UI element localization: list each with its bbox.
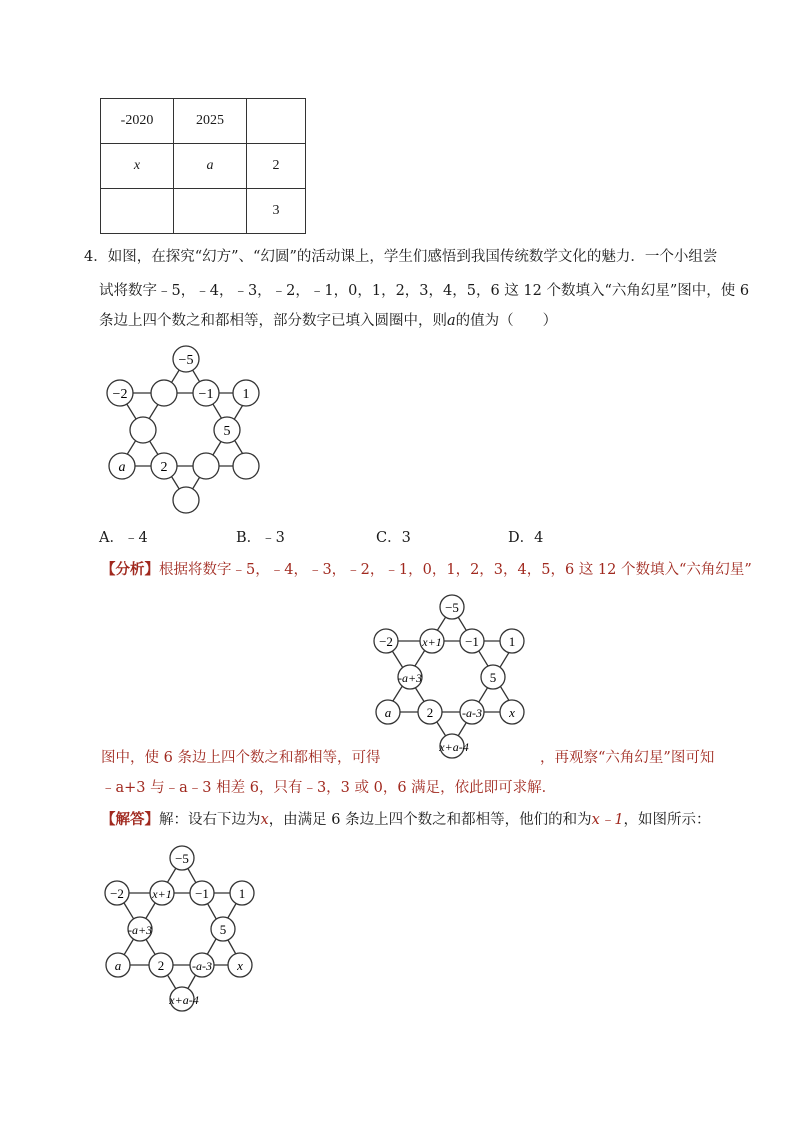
star-label: x [509, 705, 515, 720]
star-label: 1 [238, 886, 246, 901]
circle-bottom [173, 487, 199, 513]
analysis-text: 根据将数字﹣5，﹣4，﹣3，﹣2，﹣1，0，1，2，3，4，5，6 这 12 个数填入“六角幻星” [159, 562, 752, 578]
option-c [376, 528, 411, 548]
star-label: −2 [112, 387, 128, 402]
circle-in6 [398, 665, 422, 689]
table-cell: 2025 [174, 99, 247, 144]
circle-in2 [460, 629, 484, 653]
solution-text: ，如图所示： [623, 812, 711, 828]
circle-bl [376, 700, 400, 724]
star-label: x+a-4 [439, 740, 469, 754]
option-a [99, 528, 148, 548]
solution-var: x [260, 812, 269, 828]
circle-bottom [438, 734, 468, 758]
circle-top [170, 846, 194, 870]
star-label: -a-3 [192, 959, 212, 973]
question-line: 4．如图，在探究“幻方”、“幻圆”的活动课上，学生们感悟到我国传统数学文化的魅力．一个小组尝 [84, 249, 718, 265]
circle-in5 [418, 700, 442, 724]
table-cell [247, 99, 306, 144]
circle-bl [106, 953, 130, 977]
circle-bl [109, 453, 135, 479]
circle-tr [500, 629, 524, 653]
circle-in6 [130, 417, 156, 443]
star-label: 1 [508, 634, 516, 649]
circle-in1 [150, 881, 174, 905]
star-label: a [114, 958, 122, 973]
circle-tl [374, 629, 398, 653]
hexagram-figure-3 [98, 842, 268, 1012]
table-cell: a [174, 144, 247, 189]
table-cell [174, 189, 247, 234]
option-d [508, 528, 543, 548]
circle-in4 [193, 453, 219, 479]
star-label: -a+3 [397, 671, 423, 685]
circle-tr [230, 881, 254, 905]
question-line: 试将数字﹣5，﹣4，﹣3，﹣2，﹣1，0，1，2，3，4，5，6 这 12 个数填入“六角幻星”图中，使 6 [99, 283, 750, 299]
option-label: B． [236, 530, 262, 546]
star-label: −1 [195, 886, 209, 901]
table-cell: -2020 [101, 99, 174, 144]
circle-in5 [149, 953, 173, 977]
circle-in5 [151, 453, 177, 479]
option-label: D． [508, 530, 535, 546]
star-label: 2 [426, 705, 434, 720]
hexagram-figure-2 [366, 592, 536, 762]
solution-text: 解：设右下边为 [159, 812, 261, 828]
star-label: −1 [198, 387, 214, 402]
star-label: −1 [465, 634, 479, 649]
circle-top [440, 595, 464, 619]
option-label: C． [376, 530, 402, 546]
option-b [236, 528, 285, 548]
circle-in2 [193, 380, 219, 406]
option-value: 3 [401, 530, 411, 546]
star-label: 5 [223, 424, 231, 439]
circle-in3 [211, 917, 235, 941]
circle-in4 [460, 700, 484, 724]
option-label: A． [99, 530, 124, 546]
table-cell [101, 189, 174, 234]
star-label: −5 [445, 600, 459, 615]
question-text: 条边上四个数之和都相等，部分数字已填入圆圈中，则 [99, 313, 447, 329]
circle-tr [233, 380, 259, 406]
star-label: a [384, 705, 392, 720]
option-value: ﹣4 [123, 530, 148, 546]
circle-in3 [481, 665, 505, 689]
circle-bottom [168, 987, 198, 1011]
solution-sum: x﹣1 [591, 812, 624, 828]
star-label: a [118, 460, 126, 475]
circle-br [228, 953, 252, 977]
solution-text: ，由满足 6 条边上四个数之和都相等，他们的和为 [268, 812, 592, 828]
option-value: ﹣3 [261, 530, 285, 546]
magic-square-table [100, 98, 306, 234]
variable-a: a [447, 313, 456, 329]
star-label: −2 [379, 634, 393, 649]
circle-tl [105, 881, 129, 905]
solution-tag: 【解答】 [101, 811, 159, 828]
star-label: x+1 [422, 635, 442, 649]
star-label: −2 [110, 886, 124, 901]
star-label: 5 [219, 922, 227, 937]
circle-in1 [151, 380, 177, 406]
star-label: 2 [160, 460, 168, 475]
analysis-line: ，再观察“六角幻星”图可知 [540, 750, 715, 766]
analysis-line: ﹣a+3 与﹣a﹣3 相差 6，只有﹣3，3 或 0，6 满足，依此即可求解． [101, 780, 557, 796]
table-cell: 3 [247, 189, 306, 234]
star-label: x+a-4 [169, 993, 199, 1007]
star-label: -a-3 [462, 706, 482, 720]
circle-in3 [214, 417, 240, 443]
star-label: 5 [489, 670, 497, 685]
circle-in2 [190, 881, 214, 905]
solution-line [101, 810, 711, 830]
hexagram-figure-1 [100, 340, 270, 516]
circle-in4 [190, 953, 214, 977]
circle-top [173, 346, 199, 372]
question-text: 的值为（ ） [455, 313, 558, 329]
circle-br [500, 700, 524, 724]
circle-tl [107, 380, 133, 406]
analysis-line: 图中，使 6 条边上四个数之和都相等，可得 [101, 750, 381, 766]
question-line [99, 311, 557, 331]
option-value: 4 [534, 530, 544, 546]
star-label: 1 [242, 387, 250, 402]
star-label: −5 [178, 353, 194, 368]
circle-br [233, 453, 259, 479]
table-cell: x [101, 144, 174, 189]
star-label: −5 [175, 851, 189, 866]
table-cell: 2 [247, 144, 306, 189]
star-label: -a+3 [127, 923, 153, 937]
star-label: x+1 [152, 887, 172, 901]
analysis-tag: 【分析】 [101, 561, 159, 578]
analysis-line [101, 560, 752, 580]
circle-in6 [128, 917, 152, 941]
star-label: 2 [157, 958, 165, 973]
star-label: x [237, 958, 243, 973]
circle-in1 [420, 629, 444, 653]
